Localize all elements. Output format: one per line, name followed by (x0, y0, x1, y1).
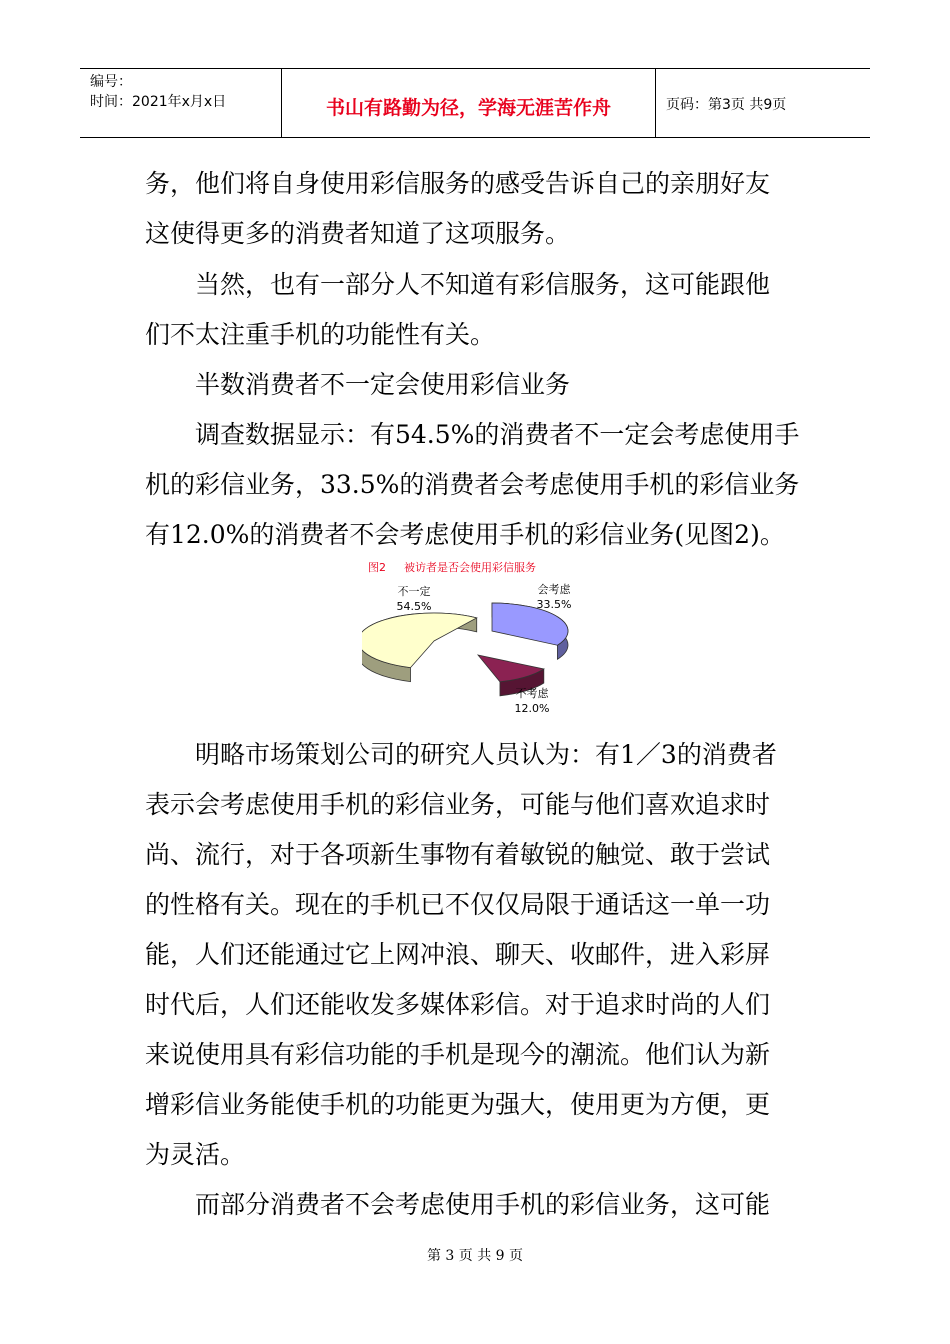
pie-slice-value: 33.5% (536, 598, 572, 611)
pie-chart-figure (362, 555, 592, 725)
body-line: 这使得更多的消费者知道了这项服务。 (145, 219, 571, 248)
body-line: 为灵活。 (145, 1140, 246, 1169)
body-line: 能，人们还能通过它上网冲浪、聊天、收邮件，进入彩屏 (145, 940, 771, 969)
body-line: 务，他们将自身使用彩信服务的感受告诉自己的亲朋好友 (145, 169, 771, 198)
body-line: 的性格有关。现在的手机已不仅仅局限于通话这一单一功 (145, 890, 771, 919)
pie-slice-label: 不一定 (397, 585, 431, 598)
header-motto: 书山有路勤为径，学海无涯苦作舟 (325, 97, 611, 119)
body-line: 当然，也有一部分人不知道有彩信服务，这可能跟他 (195, 270, 771, 299)
page-footer: 第 3 页 共 9 页 (426, 1248, 524, 1264)
pie-chart (362, 555, 592, 725)
header-page-cell (656, 69, 870, 137)
body-line: 来说使用具有彩信功能的手机是现今的潮流。他们认为新 (145, 1040, 771, 1069)
header-motto-cell (281, 69, 656, 137)
section-heading: 半数消费者不一定会使用彩信业务 (195, 370, 571, 399)
body-line: 们不太注重手机的功能性有关。 (145, 320, 496, 349)
body-line: 增彩信业务能使手机的功能更为强大，使用更为方便，更 (145, 1090, 771, 1119)
pie-slice-1 (362, 613, 477, 668)
pie-slice-label: 会考虑 (537, 583, 571, 596)
pie-slice-label: 不考虑 (515, 687, 549, 700)
doc-time-label: 时间：2021年x月x日 (90, 94, 227, 110)
body-line: 时代后，人们还能收发多媒体彩信。对于追求时尚的人们 (145, 990, 771, 1019)
figure-number: 图2 (368, 561, 386, 574)
body-line: 调查数据显示：有54.5%的消费者不一定会考虑使用手 (195, 420, 800, 449)
header-info-cell (80, 69, 281, 137)
body-line: 而部分消费者不会考虑使用手机的彩信业务，这可能 (195, 1190, 771, 1219)
body-line: 表示会考虑使用手机的彩信业务，可能与他们喜欢追求时 (145, 790, 771, 819)
header-page-label: 页码：第3页 共9页 (666, 97, 787, 113)
body-line: 尚、流行，对于各项新生事物有着敏锐的触觉、敢于尝试 (145, 840, 771, 869)
pie-slice-value: 54.5% (396, 600, 432, 613)
doc-number-label: 编号： (90, 74, 132, 90)
body-line: 机的彩信业务，33.5%的消费者会考虑使用手机的彩信业务 (145, 470, 800, 499)
page-header (80, 68, 870, 138)
body-line: 有12.0%的消费者不会考虑使用手机的彩信业务(见图2)。 (145, 520, 785, 549)
pie-slice-value: 12.0% (514, 702, 550, 715)
chart-title: 被访者是否会使用彩信服务 (404, 561, 536, 574)
body-line: 明略市场策划公司的研究人员认为：有1／3的消费者 (195, 740, 777, 769)
